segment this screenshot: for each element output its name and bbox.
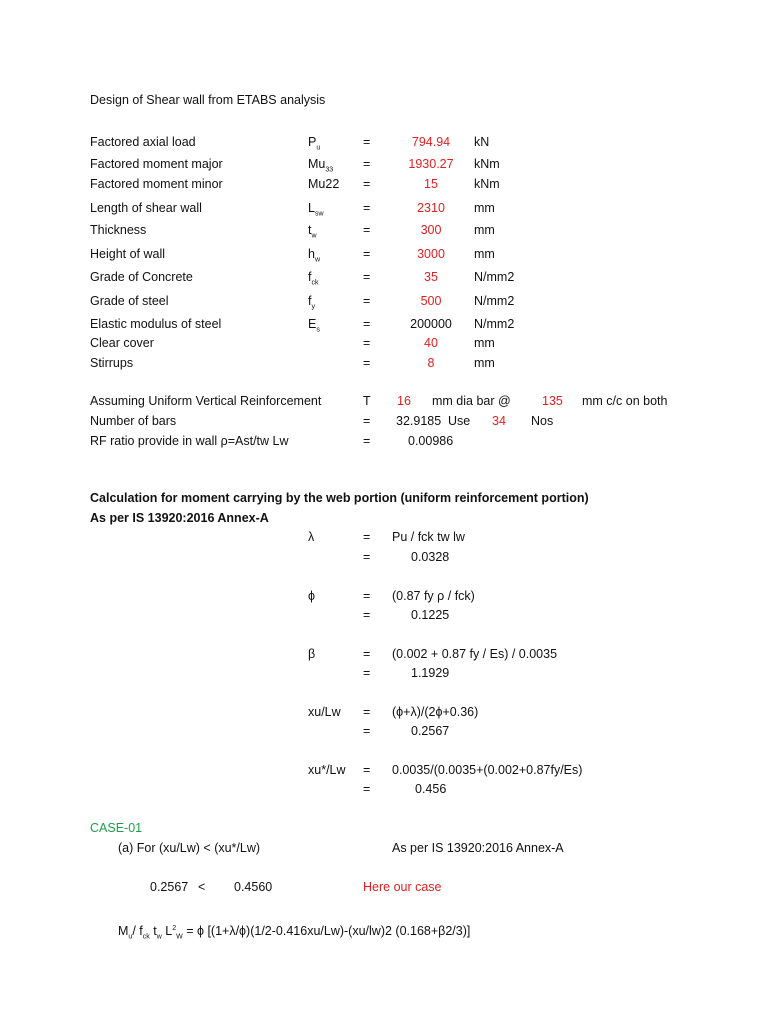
ratio-value: 0.00986 — [408, 434, 454, 448]
input-symbol: $L_{sw}$ — [308, 201, 324, 218]
case-condition: (a) For (xu/Lw) < (xu*/Lw) — [118, 841, 261, 855]
input-unit: mm — [474, 201, 495, 215]
input-symbol: $t_w$ — [308, 223, 317, 240]
calc-reference: As per IS 13920:2016 Annex-A — [90, 511, 269, 525]
calc-symbol: β — [308, 647, 316, 661]
input-value: 1930.27 — [408, 157, 454, 171]
input-unit: mm — [474, 336, 495, 350]
equals-sign: = — [363, 336, 371, 350]
input-value: 2310 — [417, 201, 445, 215]
calc-formula: 0.0035/(0.0035+(0.002+0.87fy/Es) — [392, 763, 583, 777]
equals-sign: = — [363, 589, 371, 603]
input-value: 500 — [420, 294, 442, 308]
input-symbol: $P_u$ — [308, 135, 321, 152]
equals-sign: = — [363, 434, 371, 448]
equals-sign: = — [363, 666, 371, 680]
input-symbol: Mu22 — [308, 177, 340, 191]
input-label: Clear cover — [90, 336, 154, 350]
input-value: 3000 — [417, 247, 445, 261]
moment-equation: $M_u/$ $f_{ck}$ $t_w$ $L^2_W = \phi$ [(1+λ/ϕ)(1/2-0.416xu/Lw)-(xu/lw)2 (0.168+β2/3)] — [118, 924, 471, 941]
reinforcement-label: Assuming Uniform Vertical Reinforcement — [90, 394, 322, 408]
equals-sign: = — [363, 223, 371, 237]
equals-sign: = — [363, 763, 371, 777]
input-unit: N/mm2 — [474, 294, 515, 308]
bars-used: 34 — [492, 414, 506, 428]
calc-symbol: xu*/Lw — [308, 763, 346, 777]
input-symbol: $h_w$ — [308, 247, 321, 264]
input-unit: mm — [474, 247, 495, 261]
ratio-label: RF ratio provide in wall ρ=Ast/tw Lw — [90, 434, 289, 448]
calc-formula: Pu / fck tw lw — [392, 530, 465, 544]
input-label: Stirrups — [90, 356, 134, 370]
input-value: 200000 — [410, 317, 452, 331]
equals-sign: = — [363, 414, 371, 428]
bar-type: T — [363, 394, 371, 408]
input-label: Factored axial load — [90, 135, 196, 149]
equals-sign: = — [363, 647, 371, 661]
input-symbol: $E_s$ — [308, 317, 320, 334]
bar-spacing-value: 135 — [542, 394, 563, 408]
calc-formula: (0.87 fy ρ / fck) — [392, 589, 475, 603]
calc-symbol: ϕ — [308, 589, 316, 603]
case-operator: < — [198, 880, 206, 894]
input-symbol: $Mu_{33}$ — [308, 157, 334, 174]
equals-sign: = — [363, 356, 371, 370]
equals-sign: = — [363, 270, 371, 284]
equals-sign: = — [363, 294, 371, 308]
equals-sign: = — [363, 135, 371, 149]
case-reference: As per IS 13920:2016 Annex-A — [392, 841, 564, 855]
input-unit: mm — [474, 223, 495, 237]
calc-symbol: λ — [308, 530, 315, 544]
input-value: 40 — [424, 336, 438, 350]
input-value: 8 — [427, 356, 435, 370]
case-note: Here our case — [363, 880, 442, 894]
calc-value: 1.1929 — [411, 666, 450, 680]
input-value: 794.94 — [411, 135, 451, 149]
calc-heading: Calculation for moment carrying by the web portion (uniform reinforcement portion) — [90, 491, 589, 505]
case-lhs: 0.2567 — [150, 880, 189, 894]
case-title: CASE-01 — [90, 821, 143, 835]
use-label: Use — [448, 414, 471, 428]
equals-sign: = — [363, 550, 371, 564]
input-symbol: $f_y$ — [308, 294, 315, 311]
input-label: Thickness — [90, 223, 147, 237]
calc-value: 0.1225 — [411, 608, 450, 622]
equals-sign: = — [363, 724, 371, 738]
input-label: Grade of Concrete — [90, 270, 193, 284]
input-label: Factored moment major — [90, 157, 223, 171]
input-value: 35 — [424, 270, 438, 284]
input-value: 15 — [424, 177, 438, 191]
calc-value: 0.456 — [415, 782, 447, 796]
equals-sign: = — [363, 157, 371, 171]
equals-sign: = — [363, 782, 371, 796]
bar-spacing-text: mm c/c on both — [582, 394, 668, 408]
equals-sign: = — [363, 317, 371, 331]
nos-label: Nos — [531, 414, 554, 428]
input-symbol: $f_{ck}$ — [308, 270, 319, 287]
calc-formula: (ϕ+λ)/(2ϕ+0.36) — [392, 705, 479, 719]
input-label: Elastic modulus of steel — [90, 317, 222, 331]
bars-label: Number of bars — [90, 414, 177, 428]
input-unit: kN — [474, 135, 490, 149]
input-label: Height of wall — [90, 247, 166, 261]
calc-formula: (0.002 + 0.87 fy / Es) / 0.0035 — [392, 647, 558, 661]
input-label: Grade of steel — [90, 294, 169, 308]
calc-symbol: xu/Lw — [308, 705, 341, 719]
input-unit: kNm — [474, 177, 500, 191]
equals-sign: = — [363, 177, 371, 191]
equals-sign: = — [363, 608, 371, 622]
bar-dia-text: mm dia bar @ — [432, 394, 511, 408]
equals-sign: = — [363, 705, 371, 719]
equals-sign: = — [363, 201, 371, 215]
calc-value: 0.2567 — [411, 724, 450, 738]
input-unit: mm — [474, 356, 495, 370]
equals-sign: = — [363, 247, 371, 261]
bar-dia-value: 16 — [397, 394, 411, 408]
input-unit: kNm — [474, 157, 500, 171]
calc-value: 0.0328 — [411, 550, 450, 564]
bars-computed: 32.9185 — [396, 414, 442, 428]
case-rhs: 0.4560 — [234, 880, 273, 894]
input-label: Factored moment minor — [90, 177, 223, 191]
input-label: Length of shear wall — [90, 201, 202, 215]
equals-sign: = — [363, 530, 371, 544]
input-unit: N/mm2 — [474, 270, 515, 284]
input-unit: N/mm2 — [474, 317, 515, 331]
page-title: Design of Shear wall from ETABS analysis — [90, 93, 326, 107]
input-value: 300 — [420, 223, 442, 237]
